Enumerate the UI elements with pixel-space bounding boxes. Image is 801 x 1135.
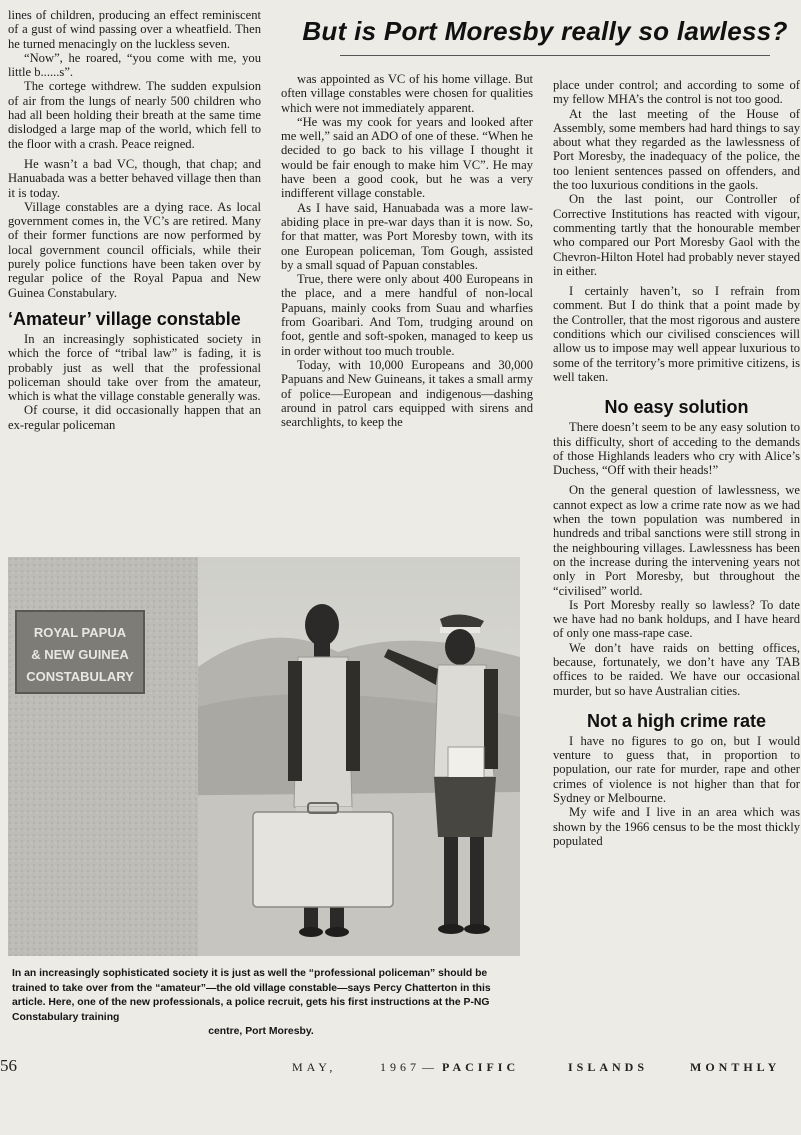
paragraph: Today, with 10,000 Europeans and 30,000 Papuans and New Guineans, it takes a small army of police—European and indigenous—dashing around in patrol cars equipped with sirens and searchlights, to keep the [281,357,533,430]
paragraph: lines of children, producing an effect reminiscent of a gust of wind passing over a wheatfield. Then he turned menacingly on the luckless seven. [8,8,261,51]
article-column-1 [8,8,261,432]
footer-publication-monthly: MONTHLY [690,1060,781,1074]
subheading-not-a-high-crime-rate: Not a high crime rate [586,710,767,731]
paragraph: As I have said, Hanuabada was a more law-abiding place in pre-war days than it is now. So, for that matter, was Port Moresby town, with its one European policeman, Tom Gough, assisted by a small squad of Papuan constables. [281,200,533,272]
caption-text: In an increasingly sophisticated society it is just as well the “professional policeman” should be trained to take over from the “amateur”—the old village constable—says Percy Chatterton in this article. Here, one of the new professionals, a police recruit, gets his first instructions at the P-NG Constabulary training [12,968,491,1023]
paragraph: My wife and I live in an area which was shown by the 1966 census to be the most thickly populated [553,805,800,848]
paragraph: The cortege withdrew. The sudden expulsion of air from the lungs of nearly 500 children who had all been holding their breath at the same time dislodged a large map of the world, which fell to the floor with a crash. Peace reigned. [8,79,261,151]
paragraph: was appointed as VC of his home village. But often village constables were chosen for qualities which were not immediately apparent. [281,72,533,115]
paragraph: He wasn’t a bad VC, though, that chap; and Hanuabada was a better behaved village then than it is today. [8,156,261,200]
subheading-no-easy-solution: No easy solution [604,397,749,418]
article-column-2 [281,72,533,429]
footer-publication-pacific: PACIFIC [442,1060,520,1074]
page-number: 56 [0,1056,17,1075]
sign-line-2: & NEW GUINEA [31,647,129,662]
sign-line-3: CONSTABULARY [26,669,134,684]
headline-rule [340,55,770,56]
paragraph: There doesn’t seem to be any easy solution to this difficulty, short of acceding to the demands of those Highlands leaders who cry with Alice’s Duchess, “Off with their heads!” [553,420,800,478]
subheading-amateur-village-constable: ‘Amateur’ village constable [8,308,241,329]
paragraph: At the last meeting of the House of Assembly, some members had hard things to say about what they regarded as the lawlessness of Port Moresby, the inadequacy of the police, the too lenient sentences passed on offenders, and the too luxurious conditions in the gaols. [553,106,800,193]
paragraph: In an increasingly sophisticated society in which the force of “tribal law” is fading, it is probably just as well that the professional policeman should take over from the amateur, which is what the village constable generally was. [8,331,261,404]
paragraph: “He was my cook for years and looked after me well,” said an ADO of one of these. “When he decided to go back to his village I thought it would be fair enough to make him VC”. He may have been a good cook, but he was a very indifferent village constable. [281,114,533,201]
paragraph: On the last point, our Controller of Corrective Institutions has reacted with vigour, commenting tartly that the honourable member who compared our Port Moresby Gaol with the Chevron-Hilton Hotel had probably never stayed in either. [553,192,800,278]
article-column-3 [553,78,800,848]
sign-line-1: ROYAL PAPUA [33,625,127,640]
paragraph: Is Port Moresby really so lawless? To date we have had no bank holdups, and I have heard of only one mass-rape case. [553,597,800,641]
photograph-police-training [8,557,520,956]
paragraph: I certainly haven’t, so I refrain from comment. But I do think that a point made by the Controller, that the most rigorous and austere conditions which our civilised consciences will allow us to impose may well appear luxurious to some of the territory’s more primitive citizens, is well taken. [553,284,800,384]
footer-dash: — [422,1060,434,1074]
paragraph: We don’t have raids on betting offices, because, fortunately, we don’t have any TAB offices to be raided. We have our occasional murder, but so have Australian cities. [553,640,800,698]
paragraph: place under control; and according to some of my fellow MHA’s the control is not too good. [553,78,800,107]
paragraph: On the general question of lawlessness, we cannot expect as low a crime rate now as we had when the town population was numbered in hundreds and tribal sanctions were still strong in the neighbouring villages. Lawlessness has been on the increase during the intervening years not only in Port Moresby, but throughout the “civilised” world. [553,483,800,598]
footer-year: 1967 [380,1060,420,1074]
paragraph: True, there were only about 400 Europeans in the place, and a mere handful of non-local Papuans, mainly cooks from Suau and wharfies from Goaribari. And Tom, trudging around on foot, gentle and soft-spoken, managed to keep us in order without too much trouble. [281,272,533,358]
photo-illustration [8,557,520,956]
footer-publication-islands: ISLANDS [568,1060,649,1074]
photo-caption [12,967,510,1040]
paragraph: I have no figures to go on, but I would venture to guess that, in proportion to population, our rate for murder, rape and other crimes of violence is not higher than that for Sydney or Melbourne. [553,733,800,806]
caption-text-end: centre, Port Moresby. [208,1026,314,1038]
paragraph: “Now”, he roared, “you come with me, you little b......s”. [8,50,261,80]
paragraph: Of course, it did occasionally happen that an ex-regular policeman [8,403,261,432]
suitcase [253,812,393,907]
page-footer [0,1058,801,1078]
headline: But is Port Moresby really so lawless? [302,16,788,46]
paragraph: Village constables are a dying race. As local government comes in, the VC’s are retired. Many of their former functions are now performed by local government council officials, while their purely police functions have been taken over by regular police of the Royal Papua and New Guinea Constabulary. [8,199,261,300]
footer-month: MAY, [292,1060,337,1074]
